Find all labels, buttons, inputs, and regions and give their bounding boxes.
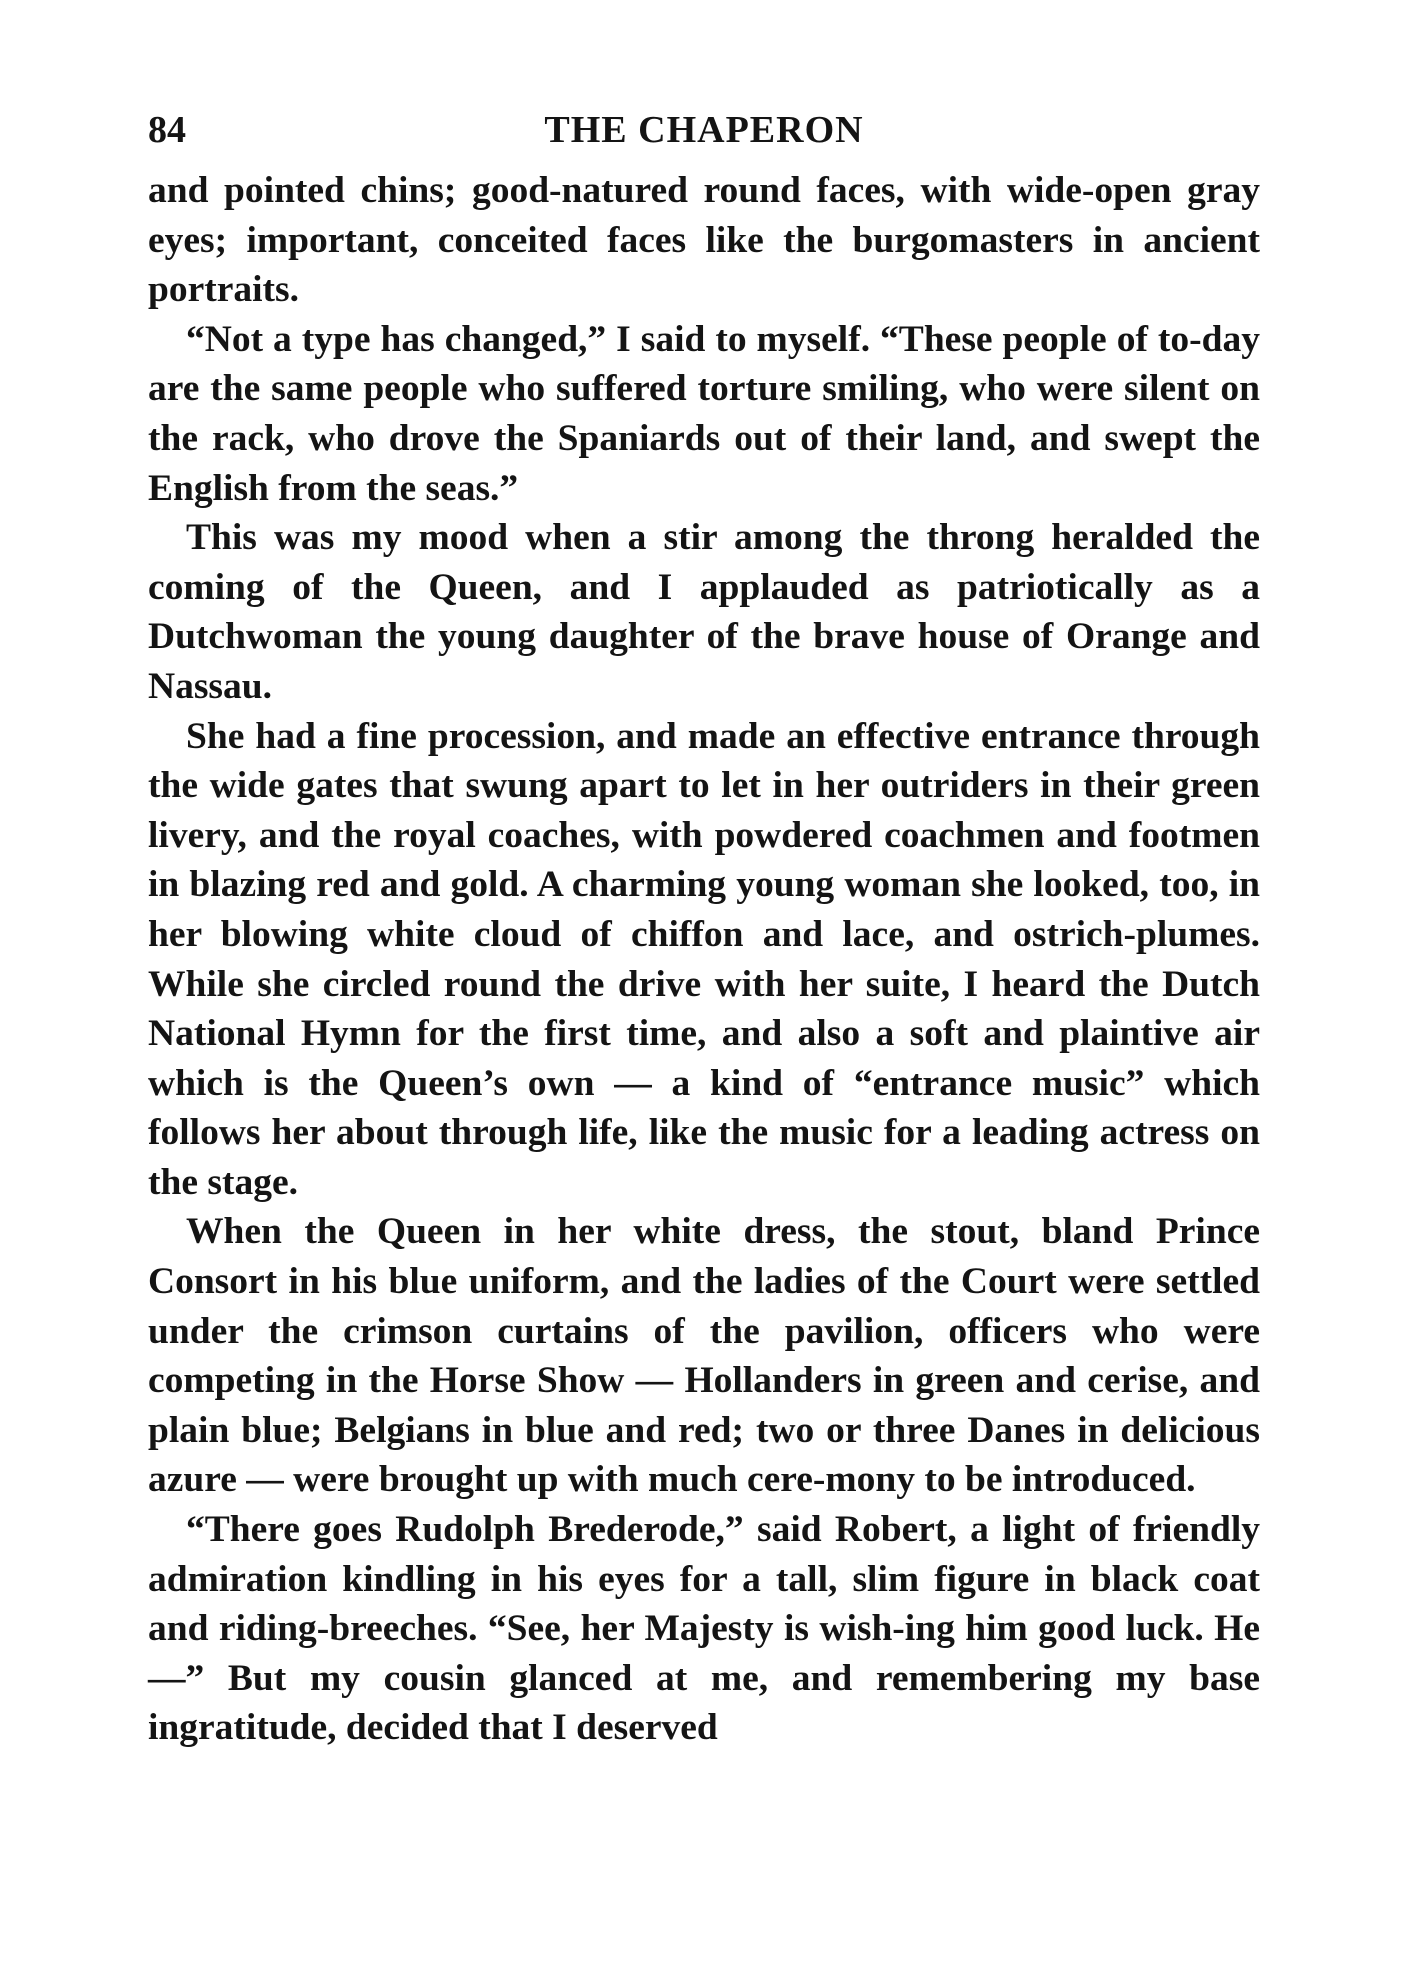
running-title: THE CHAPERON — [544, 109, 864, 151]
book-page — [148, 108, 1260, 1753]
paragraph: and pointed chins; good-natured round faces, with wide-open gray eyes; important, conceited faces like the burgomasters in ancient portraits. — [148, 170, 1260, 311]
body-text — [148, 166, 1260, 1753]
page-header — [148, 108, 1260, 166]
paragraph: When the Queen in her white dress, the stout, bland Prince Consort in his blue uniform, and the ladies of the Court were settled under the crimson curtains of the pavilion, officers who were competing in the Horse Show — Hollanders in green and cerise, and plain blue; Belgians in blue and red; two or three Danes in delicious azure — were brought up with much cere-mony to be introduced. — [148, 1211, 1260, 1501]
paragraph: This was my mood when a stir among the throng heralded the coming of the Queen, and I applauded as patriotically as a Dutchwoman the young daughter of the brave house of Orange and Nassau. — [148, 517, 1260, 707]
paragraph: “Not a type has changed,” I said to myself. “These people of to-day are the same people who suffered torture smiling, who were silent on the rack, who drove the Spaniards out of their land, and swept the English from the seas.” — [148, 318, 1260, 509]
page-number: 84 — [148, 109, 186, 151]
paragraph: She had a fine procession, and made an effective entrance through the wide gates that swung apart to let in her outriders in their green livery, and the royal coaches, with powdered coachmen and footmen in blazing red and gold. A charming young woman she looked, too, in her blowing white cloud of chiffon and lace, and ostrich-plumes. While she circled round the drive with her suite, I heard the Dutch National Hymn for the first time, and also a soft and plaintive air which is the Queen’s own — a kind of “entrance music” which follows her about through life, like the music for a leading actress on the stage. — [148, 715, 1260, 1203]
paragraph: “There goes Rudolph Brederode,” said Robert, a light of friendly admiration kindling in his eyes for a tall, slim figure in black coat and riding-breeches. “See, her Majesty is wish-ing him good luck. He —” But my cousin glanced at me, and remembering my base ingratitude, decided that I deserved — [148, 1509, 1260, 1749]
